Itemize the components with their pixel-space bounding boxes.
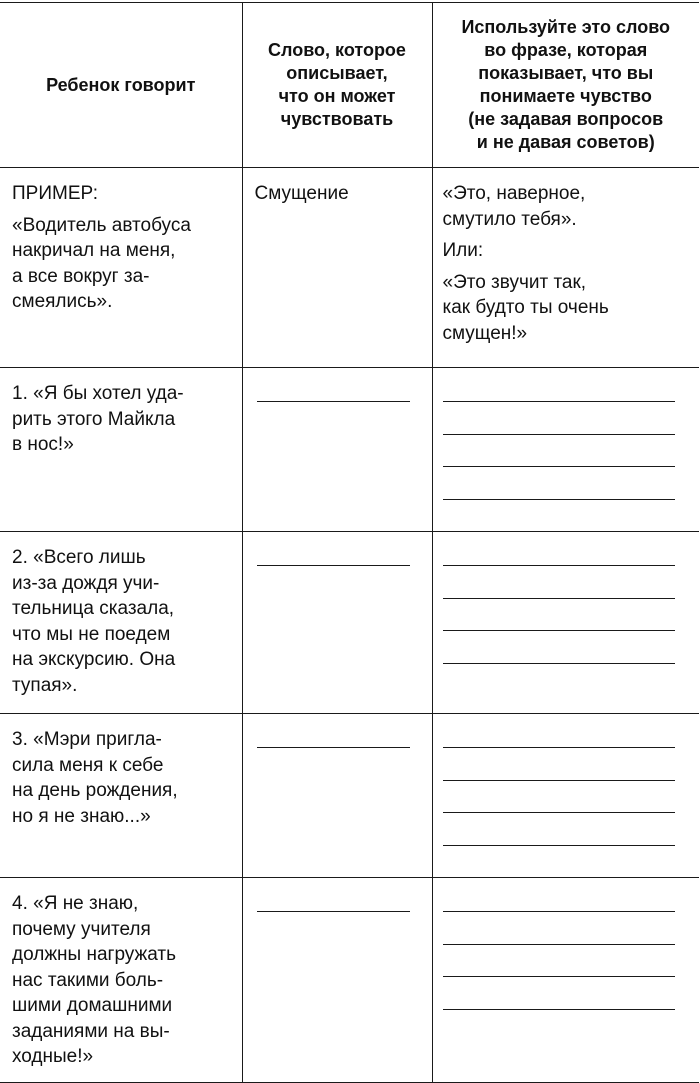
example-label: ПРИМЕР:	[12, 183, 99, 204]
feeling-word-blank-4[interactable]	[242, 878, 432, 1083]
response-blank-2[interactable]	[432, 532, 699, 714]
answer-line[interactable]	[443, 1009, 675, 1010]
example-child-quote: ПРИМЕР: «Водитель автобуса накричал на меня, а все вокруг за- смеялись».	[0, 168, 242, 368]
feelings-worksheet-table	[0, 2, 699, 1083]
response-blank-4[interactable]	[432, 878, 699, 1083]
exercise-row-4	[0, 878, 699, 1083]
example-response: «Это, наверное, смутило тебя». Или: «Это звучит так, как будто ты очень смущен!»	[432, 168, 699, 368]
answer-line[interactable]	[257, 747, 410, 748]
answer-line[interactable]	[443, 663, 675, 664]
child-quote-3: 3. «Мэри пригла- сила меня к себе на день рождения, но я не знаю...»	[0, 714, 242, 878]
header-child-says: Ребенок говорит	[0, 3, 242, 168]
or-label: Или:	[442, 240, 484, 261]
child-quote-4: 4. «Я не знаю, почему учителя должны нагружать нас такими боль- шими домашними заданиями на вы- ходные!»	[0, 878, 242, 1083]
response-blank-3[interactable]	[432, 714, 699, 878]
exercise-row-2	[0, 532, 699, 714]
answer-line[interactable]	[443, 401, 675, 402]
answer-line[interactable]	[443, 565, 675, 566]
answer-line[interactable]	[443, 499, 675, 500]
exercise-row-3	[0, 714, 699, 878]
header-row	[0, 3, 699, 168]
example-row	[0, 168, 699, 368]
exercise-row-1	[0, 368, 699, 532]
feeling-word-blank-2[interactable]	[242, 532, 432, 714]
answer-line[interactable]	[443, 434, 675, 435]
answer-line[interactable]	[443, 466, 675, 467]
answer-line[interactable]	[443, 630, 675, 631]
answer-line[interactable]	[257, 911, 410, 912]
answer-line[interactable]	[257, 565, 410, 566]
example-feeling-word: Смущение	[242, 168, 432, 368]
header-feeling-word: Слово, которое описывает, что он может чувствовать	[242, 3, 432, 168]
child-quote-2: 2. «Всего лишь из-за дождя учи- тельница сказала, что мы не поедем на экскурсию. Она тупая».	[0, 532, 242, 714]
response-blank-1[interactable]	[432, 368, 699, 532]
answer-line[interactable]	[443, 845, 675, 846]
answer-line[interactable]	[443, 911, 675, 912]
header-use-word-in-phrase: Используйте это слово во фразе, которая показывает, что вы понимаете чувство (не задавая вопросов и не давая советов)	[432, 3, 699, 168]
answer-line[interactable]	[443, 598, 675, 599]
answer-line[interactable]	[443, 812, 675, 813]
answer-line[interactable]	[443, 780, 675, 781]
answer-line[interactable]	[443, 747, 675, 748]
answer-line[interactable]	[257, 401, 410, 402]
answer-line[interactable]	[443, 944, 675, 945]
feeling-word-blank-3[interactable]	[242, 714, 432, 878]
feeling-word-blank-1[interactable]	[242, 368, 432, 532]
answer-line[interactable]	[443, 976, 675, 977]
child-quote-1: 1. «Я бы хотел уда- рить этого Майкла в нос!»	[0, 368, 242, 532]
